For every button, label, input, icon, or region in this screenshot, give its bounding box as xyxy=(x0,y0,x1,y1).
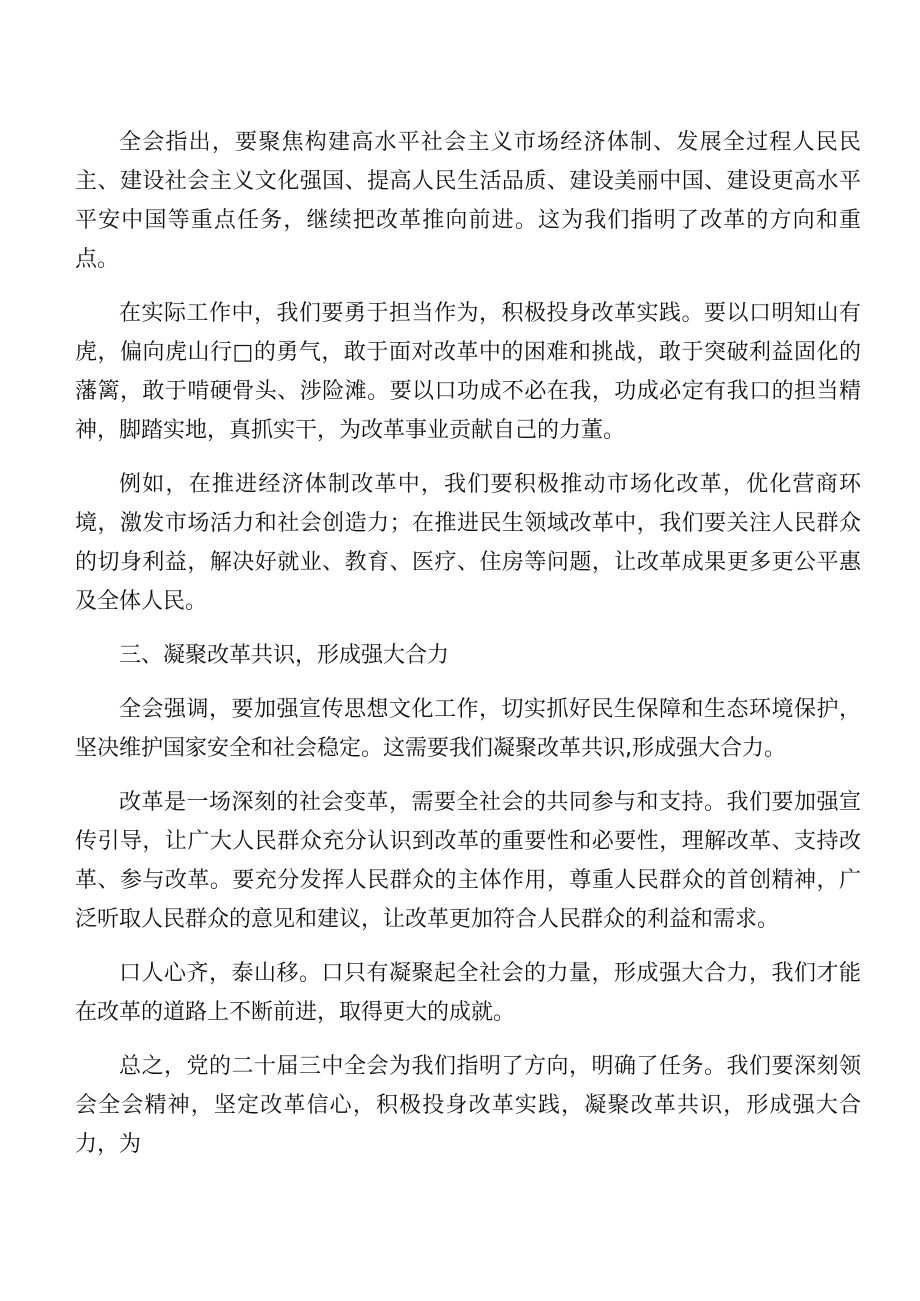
paragraph: 口人心齐，泰山移。口只有凝聚起全社会的力量，形成强大合力，我们才能在改革的道路上不断前进，取得更大的成就。 xyxy=(75,961,861,1025)
paragraph: 例如，在推进经济体制改革中，我们要积极推动市场化改革，优化营商环境，激发市场活力和社会创造力；在推进民生领域改革中，我们要关注人民群众的切身利益，解决好就业、教育、医疗、住房等问题，让改革成果更多更公平惠及全体人民。 xyxy=(75,472,861,614)
document-body xyxy=(75,123,861,1179)
paragraph: 改革是一场深刻的社会变革，需要全社会的共同参与和支持。我们要加强宣传引导，让广大人民群众充分认识到改革的重要性和必要性，理解改革、支持改革、参与改革。要充分发挥人民群众的主体作用，尊重人民群众的首创精神，广泛听取人民群众的意见和建议，让改革更加符合人民群众的利益和需求。 xyxy=(75,790,861,932)
paragraph: 总之，党的二十届三中全会为我们指明了方向，明确了任务。我们要深刻领会全会精神，坚定改革信心，积极投身改革实践，凝聚改革共识，形成强大合力，为 xyxy=(75,1054,861,1157)
paragraph: 在实际工作中，我们要勇于担当作为，积极投身改革实践。要以口明知山有虎，偏向虎山行□的勇气，敢于面对改革中的困难和挑战，敢于突破利益固化的藩篱，敢于啃硬骨头、涉险滩。要以口功成不必在我，功成必定有我口的担当精神，脚踏实地，真抓实干，为改革事业贡献自己的力董。 xyxy=(75,301,861,443)
paragraph: 全会强调，要加强宣传思想文化工作，切实抓好民生保障和生态环境保护，坚决维护国家安全和社会稳定。这需要我们凝聚改革共识,形成强大合力。 xyxy=(75,697,861,761)
paragraph: 全会指出，要聚焦构建高水平社会主义市场经济体制、发展全过程人民民主、建设社会主义文化强国、提高人民生活品质、建设美丽中国、建设更高水平平安中国等重点任务，继续把改革推向前进。这为我们指明了改革的方向和重点。 xyxy=(75,130,861,272)
section-heading: 三、凝聚改革共识，形成强大合力 xyxy=(119,643,450,668)
